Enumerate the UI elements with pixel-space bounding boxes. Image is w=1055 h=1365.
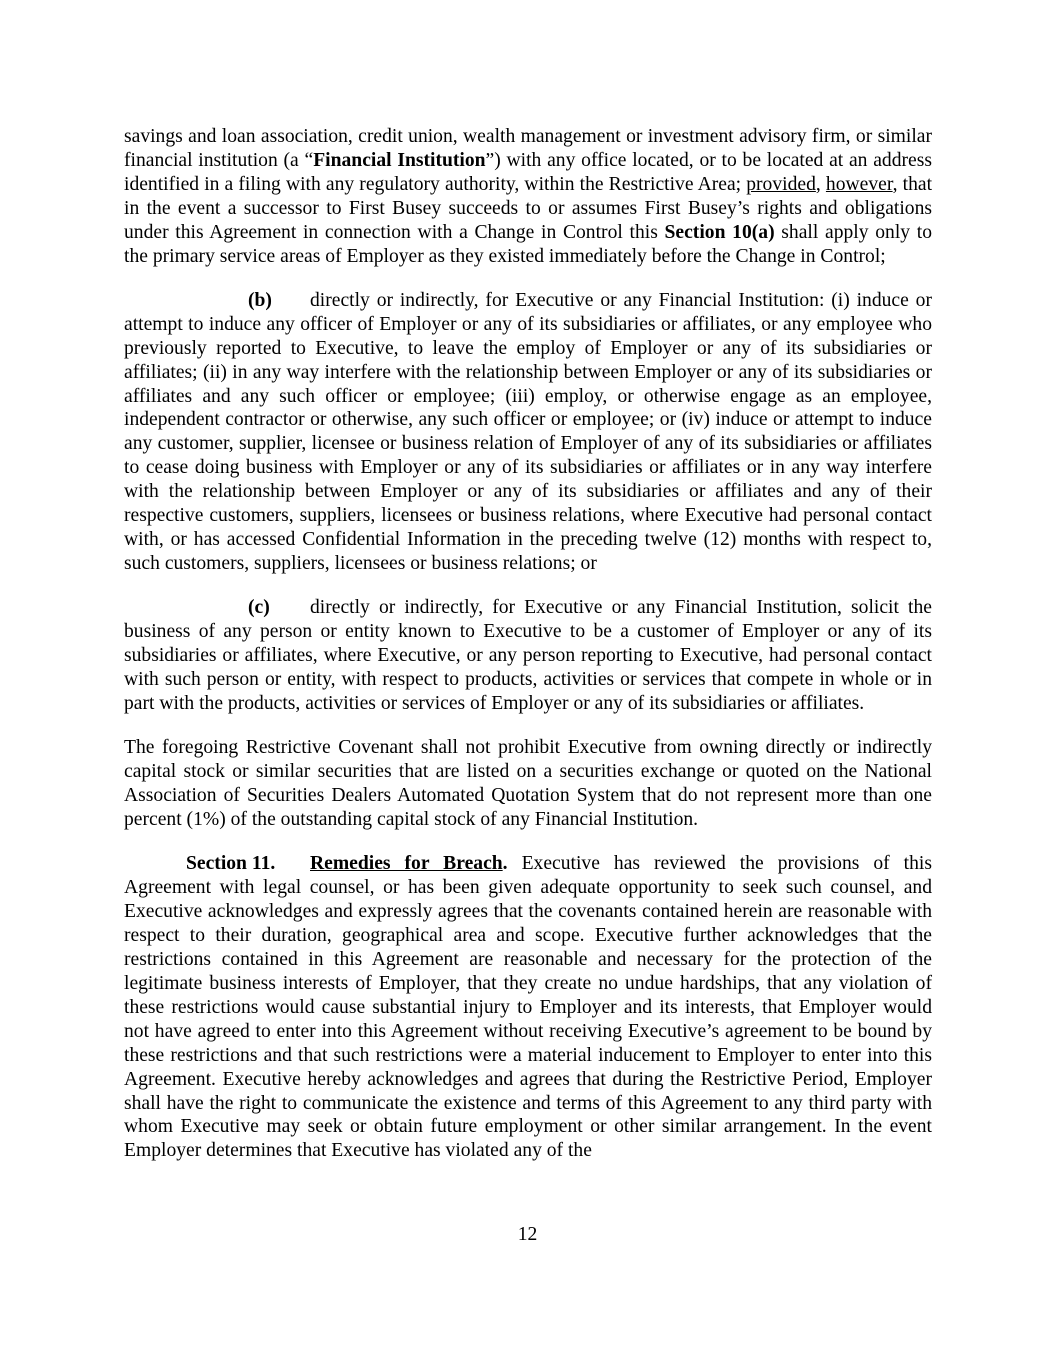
paragraph-restrictive-covenant — [124, 736, 932, 832]
section-heading-text: Remedies for Breach — [310, 853, 503, 875]
section-label: Section 11. — [186, 853, 276, 875]
text-run: shall apply only to the primary service areas of Employer as they existed immediately before the Change in Control; — [124, 221, 932, 267]
clause-b — [124, 289, 932, 576]
section-heading-period: . — [502, 853, 508, 875]
page-number: 12 — [517, 1224, 538, 1245]
clause-label-c: (c) — [248, 597, 270, 619]
defined-term-financial-institution: Financial Institution — [313, 149, 486, 171]
paragraph-text: The foregoing Restrictive Covenant shall not prohibit Executive from owning directly or indirectly capital stock or similar securities that are listed on a securities exchange or quoted on the National Association of Securities Dealers Automated Quotation System that do not represent more than one percent (1%) of the outstanding capital stock of any Financial Institution. — [124, 737, 932, 831]
underlined-however: however — [825, 173, 893, 195]
paragraph-financial-institution — [124, 125, 932, 268]
clause-text-c: directly or indirectly, for Executive or any Financial Institution, solicit the business of any person or entity known to Executive to be a customer of Employer or any of its subsidiaries or affiliates, where Executive, or any person reporting to Executive, had personal contact with such person or entity, with respect to products, activities or services that compete in whole or in part with the products, activities or services of Employer or any of its subsidiaries or affiliates. — [124, 597, 932, 714]
clause-c — [124, 596, 932, 716]
section-11 — [124, 852, 932, 1163]
clause-label-b: (b) — [248, 289, 272, 311]
underlined-provided: provided — [746, 173, 816, 195]
section-reference: Section 10(a) — [664, 221, 775, 243]
text-run: savings and loan association, credit union, wealth management or investment advisory firm, or similar financial institution (a “ — [124, 126, 932, 171]
clause-text-b: directly or indirectly, for Executive or any Financial Institution: (i) induce or attempt to induce any officer of Employer or any of its subsidiaries or affiliates, or any employee who previously reported to Executive, to leave the employ of Employer or any of its subsidiaries or affiliates; (ii) in any way interfere with the relationship between Employer or any of its subsidiaries or affiliates and any such officer or employee; (iii) employ, or otherwise engage as an employee, independent contractor or otherwise, any such officer or employee; or (iv) induce or attempt to induce any customer, supplier, licensee or business relation of Employer of any of its subsidiaries or affiliates to cease doing business with Employer or any of its subsidiaries or affiliates or in any way interfere with the relationship between Employer or any of its subsidiaries or affiliates and any of their respective customers, suppliers, licensees or business relations, where Executive had personal contact with, or has accessed Confidential Information in the preceding twelve (12) months with respect to, such customers, suppliers, licensees or business relations; or — [124, 289, 932, 574]
text-run: , that in the event a successor to First Busey succeeds to or assumes First Busey’s rights and obligations under this Agreement in connection with a Change in Control this — [124, 173, 933, 243]
section-heading — [310, 853, 508, 874]
section-text: Executive has reviewed the provisions of this Agreement with legal counsel, or has been given adequate opportunity to seek such counsel, and Executive acknowledges and expressly agrees that the covenants contained herein are reasonable with respect to their duration, geographical area and scope. Executive further acknowledges that the restrictions contained in this Agreement are reasonable and necessary for the protection of the legitimate business interests of Employer, that they create no undue hardships, that any violation of these restrictions would cause substantial injury to Employer and its interests, that Employer would not have agreed to enter into this Agreement without receiving Executive’s agreement to be bound by these restrictions and that such restrictions were a material inducement to Employer to enter into this Agreement. Executive hereby acknowledges and agrees that during the Restrictive Period, Employer shall have the right to communicate the existence and terms of this Agreement to any third party with whom Executive may seek or obtain future employment or other similar arrangement. In the event Employer determines that Executive has violated any of the — [124, 853, 932, 1162]
text-run: ”) with any office located, or to be located at an address identified in a filing with any regulatory authority, within the Restrictive Area; — [124, 149, 932, 195]
document-page — [124, 125, 932, 1184]
text-run: , — [815, 173, 826, 195]
